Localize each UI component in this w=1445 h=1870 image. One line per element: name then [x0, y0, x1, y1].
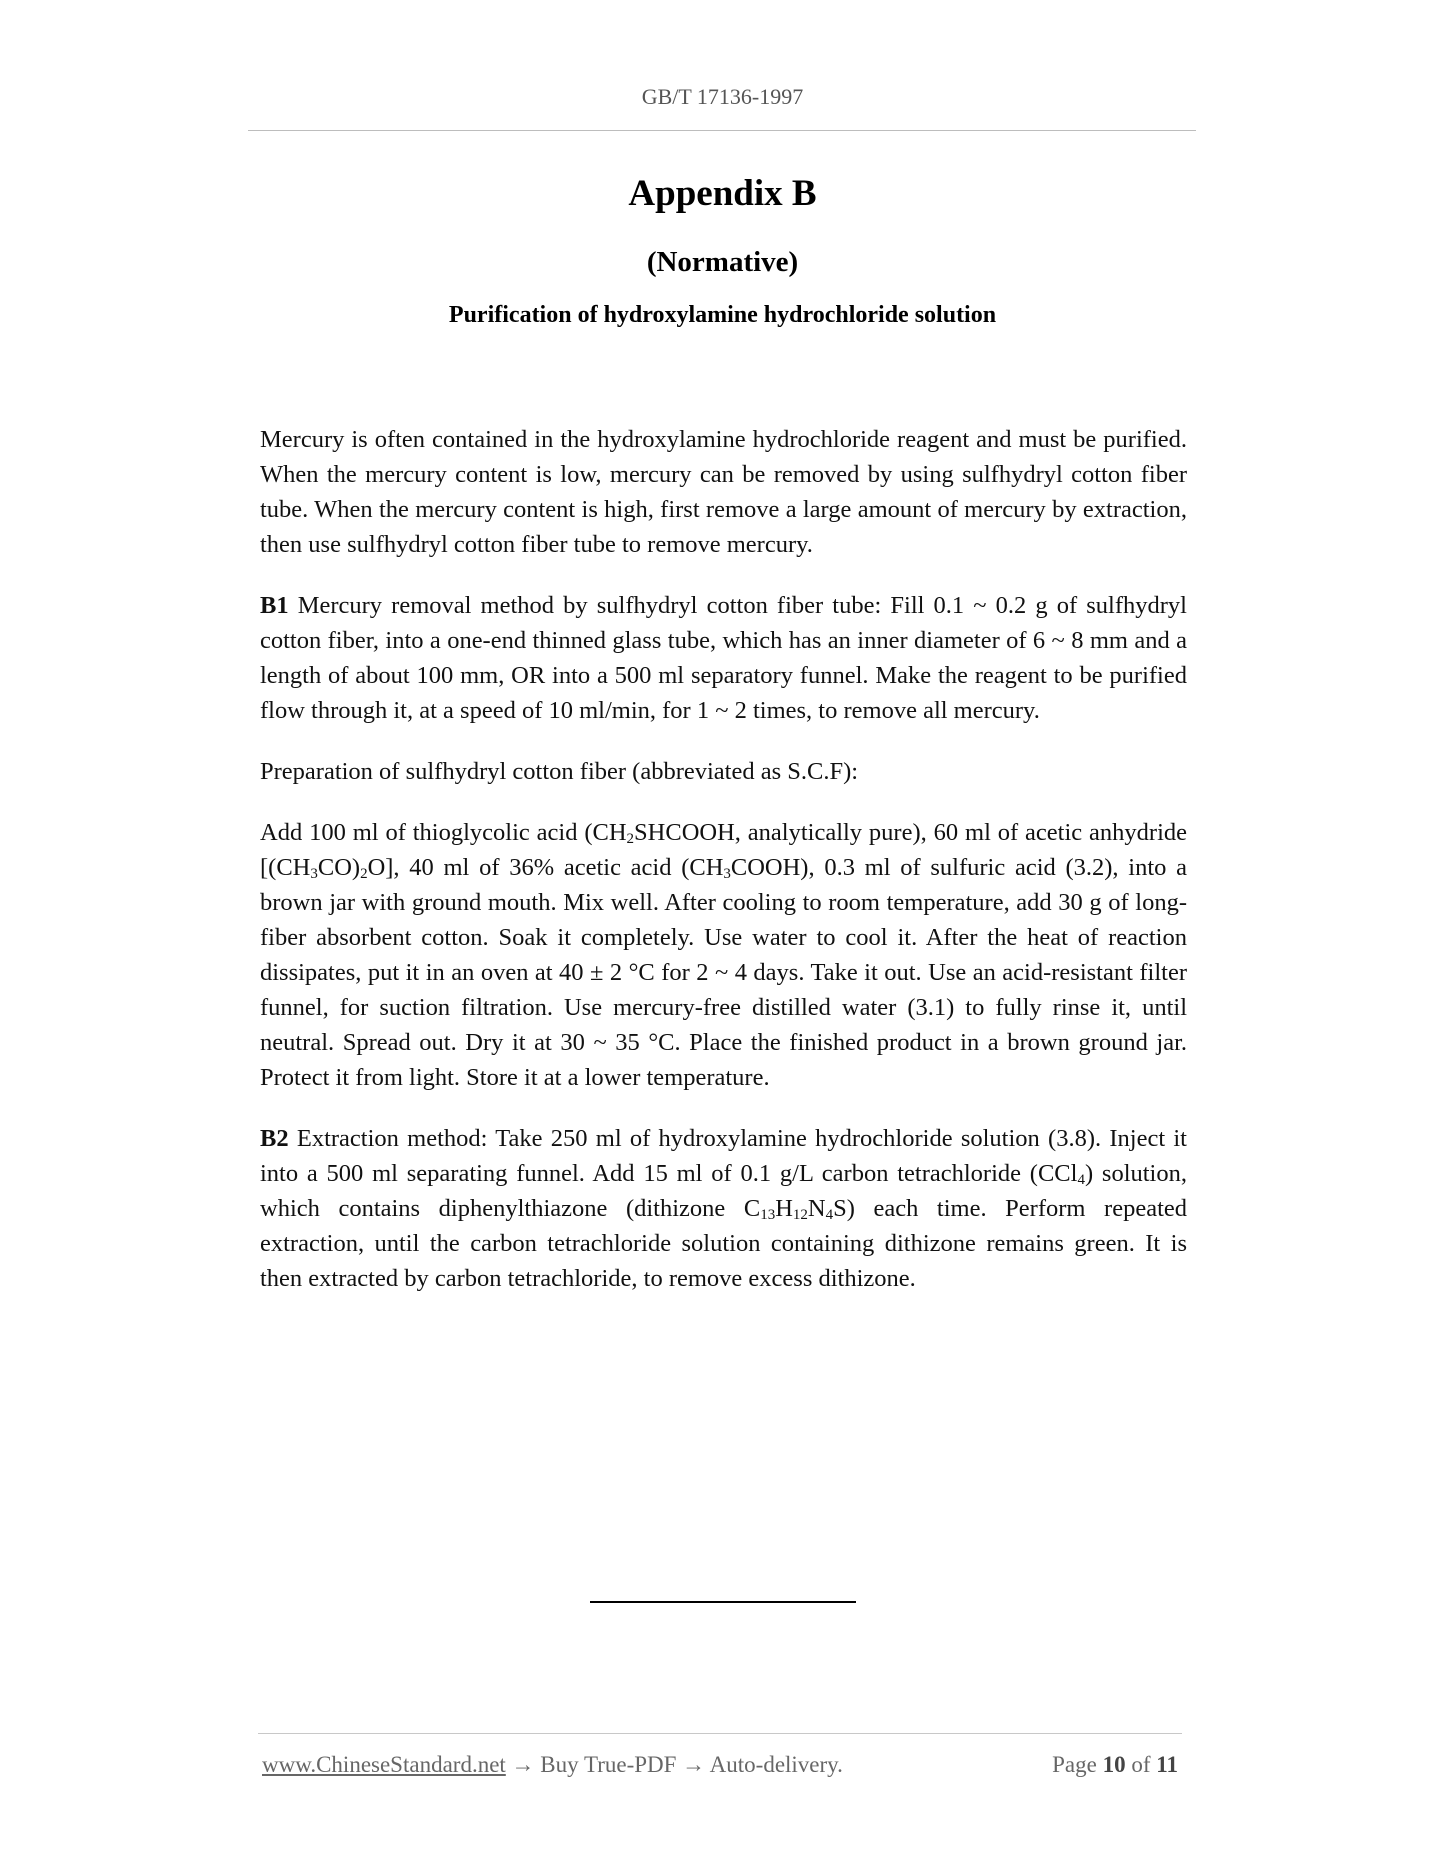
subscript: 12: [792, 1207, 808, 1223]
text-run: COOH), 0.3 ml of sulfuric acid (3.2), into a brown jar with ground mouth. Mix well. After cooling to room temperature, add 30 g of long-fiber absorbent cotton. Soak it completely. Use water to cool it. After the heat of reaction dissipates, put it in an oven at 40 ± 2 °C for 2 ~ 4 days. Take it out. Use an acid-resistant filter funnel, for suction filtration. Use mercury-free distilled water (3.1) to fully rinse it, until neutral. Spread out. Dry it at 30 ~ 35 °C. Place the finished product in a brown ground jar. Protect it from light. Store it at a lower temperature.: [260, 854, 1187, 1091]
subscript: 3: [310, 866, 318, 882]
text-run: S) each time. Perform repeated extraction, until the carbon tetrachloride solution containing dithizone remains green. It is then extracted by carbon tetrachloride, to remove excess dithizone.: [260, 1195, 1187, 1292]
paragraph-b1: [260, 588, 1187, 728]
subscript: 2: [360, 866, 368, 882]
footer-promo: [262, 1752, 843, 1778]
paragraph-add: [260, 815, 1187, 1095]
paragraph-b2: [260, 1121, 1187, 1296]
text-run: ) solution, which contains diphenylthiazone (dithizone C: [260, 1160, 1187, 1222]
paragraph-preparation: Preparation of sulfhydryl cotton fiber (abbreviated as S.C.F):: [260, 758, 859, 785]
appendix-title: Appendix B: [628, 173, 817, 214]
page-of-label: of: [1125, 1752, 1157, 1777]
subscript: 13: [760, 1207, 776, 1223]
subscript: 4: [1077, 1172, 1085, 1188]
appendix-subject: Purification of hydroxylamine hydrochloride solution: [448, 302, 997, 328]
paragraph-intro: Mercury is often contained in the hydroxylamine hydrochloride reagent and must be purified. When the mercury content is low, mercury can be removed by using sulfhydryl cotton fiber tube. When the mercury content is high, first remove a large amount of mercury by extraction, then use sulfhydryl cotton fiber tube to remove mercury.: [260, 426, 1187, 558]
page-label: Page: [1052, 1752, 1103, 1777]
footer-divider: [258, 1733, 1182, 1734]
footer-promo-text: → Buy True-PDF → Auto-delivery.: [505, 1752, 843, 1777]
page-footer: [262, 1752, 1180, 1782]
page-total: 11: [1156, 1752, 1178, 1777]
clause-label-b1: B1: [260, 592, 289, 619]
body-text: [260, 422, 1187, 1322]
subscript: 2: [626, 831, 635, 847]
subscript: 3: [723, 866, 731, 882]
subscript: 4: [825, 1207, 834, 1223]
text-run: O], 40 ml of 36% acetic acid (CH: [367, 854, 724, 881]
text-run: SHCOOH, analytically pure), 60 ml of acetic anhydride [(CH: [260, 819, 1187, 881]
website-link[interactable]: www.ChineseStandard.net: [262, 1752, 506, 1777]
end-of-appendix-rule: [590, 1601, 856, 1603]
clause-text-b1: Mercury removal method by sulfhydryl cotton fiber tube: Fill 0.1 ~ 0.2 g of sulfhydryl cotton fiber, into a one-end thinned glass tube, which has an inner diameter of 6 ~ 8 mm and a length of about 100 mm, OR into a 500 ml separatory funnel. Make the reagent to be purified flow through it, at a speed of 10 ml/min, for 1 ~ 2 times, to remove all mercury.: [260, 592, 1187, 724]
clause-label-b2: B2: [260, 1125, 289, 1152]
header-divider: [248, 130, 1196, 131]
page-current: 10: [1102, 1752, 1126, 1777]
text-run: N: [807, 1195, 826, 1222]
page-indicator: [1052, 1752, 1178, 1778]
text-run: Add 100 ml of thioglycolic acid (CH: [260, 819, 627, 846]
document-code: GB/T 17136-1997: [641, 84, 804, 109]
text-run: H: [775, 1195, 793, 1222]
appendix-type: (Normative): [646, 246, 799, 278]
text-run: CO): [317, 854, 361, 881]
text-run: Extraction method: Take 250 ml of hydroxylamine hydrochloride solution (3.8). Inject it into a 500 ml separating funnel. Add 15 ml of 0.1 g/L carbon tetrachloride (CCl: [260, 1125, 1187, 1187]
